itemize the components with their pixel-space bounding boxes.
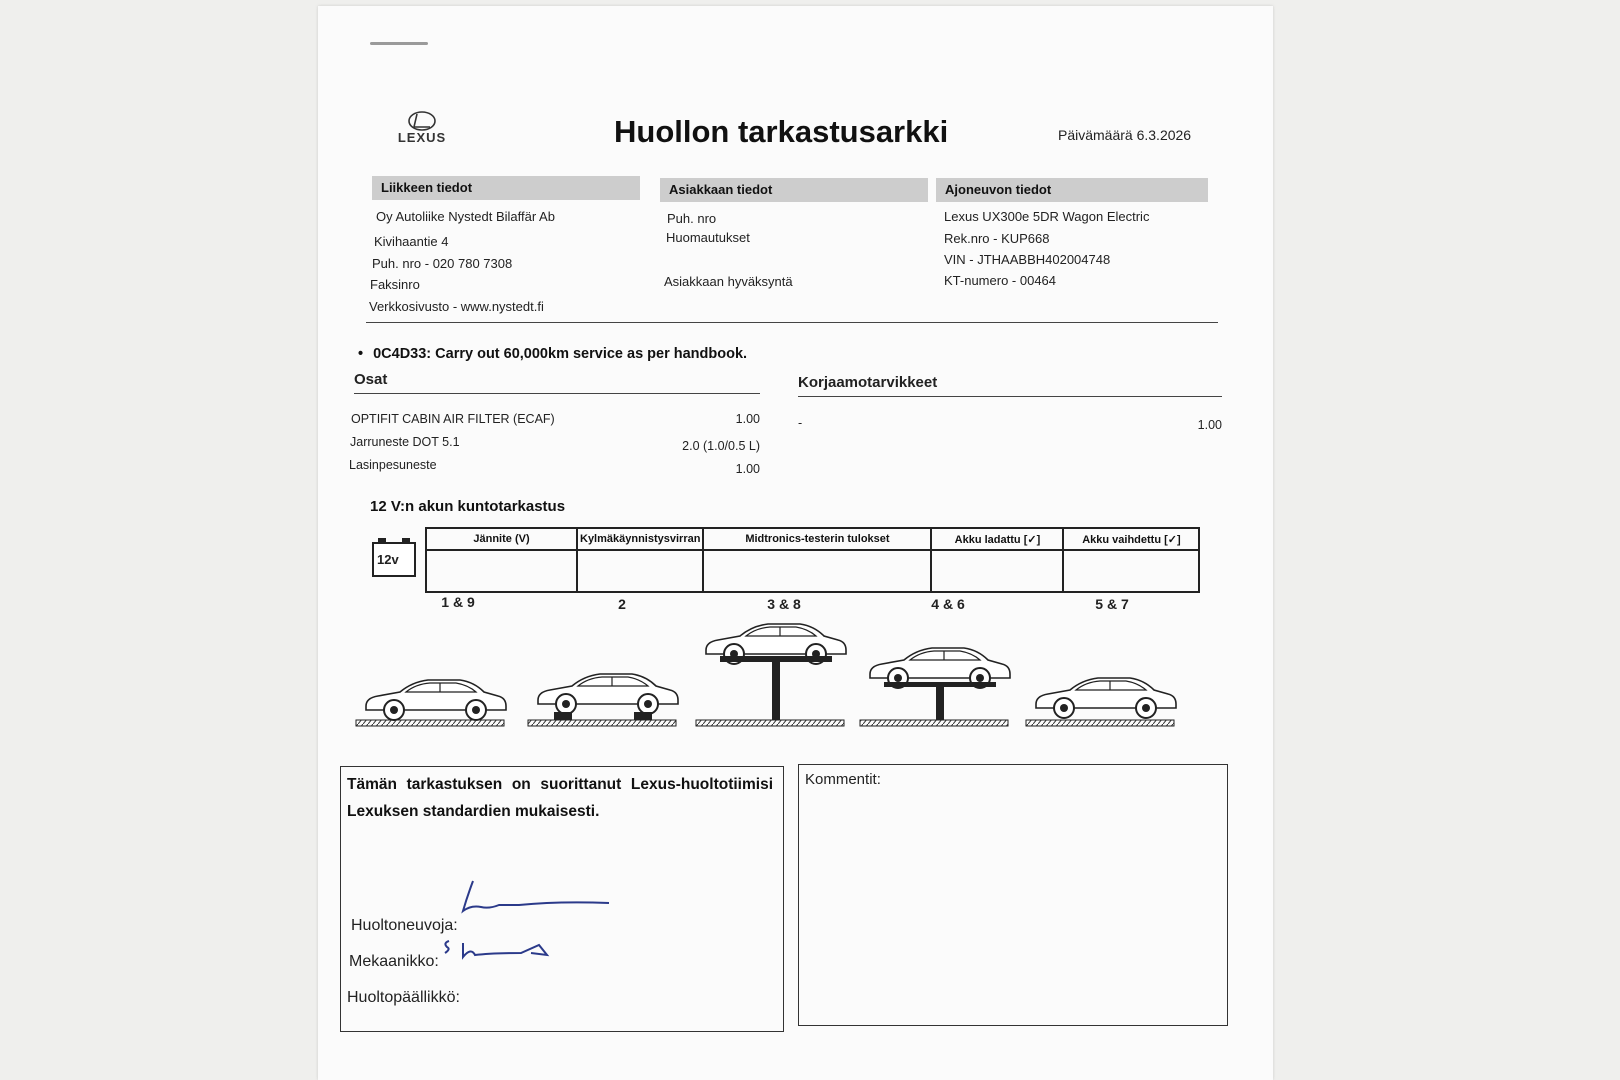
comments-label: Kommentit: (805, 771, 881, 788)
business-name: Oy Autoliike Nystedt Bilaffär Ab (376, 209, 555, 224)
customer-notes: Huomautukset (666, 230, 750, 245)
staple-mark (370, 42, 428, 45)
battery-col-midtronics: Midtronics-testerin tulokset (703, 528, 931, 550)
part-name: Jarruneste DOT 5.1 (350, 435, 460, 449)
vehicle-kt-number: KT-numero - 00464 (944, 273, 1057, 288)
part-qty: 1.00 (735, 462, 760, 476)
supply-qty: 1.00 (1197, 418, 1222, 432)
certification-text: Tämän tarkastuksen on suorittanut Lexus-huoltotiimisi Lexuksen standardien mukaisesti. (347, 776, 773, 820)
battery-table (425, 527, 1200, 593)
advisor-label: Huoltoneuvoja: (351, 917, 458, 934)
lift-label: 4 & 6 (931, 596, 965, 612)
parts-header: Osat (354, 371, 388, 388)
business-phone: Puh. nro - 020 780 7308 (372, 256, 513, 271)
lift-label: 3 & 8 (767, 596, 801, 612)
lift-label: 2 (618, 596, 626, 612)
battery-cell[interactable] (931, 550, 1063, 592)
battery-col-charged: Akku ladattu [✓] (931, 528, 1063, 550)
vehicle-vin: VIN - JTHAABBH402004748 (944, 252, 1111, 267)
battery-cell[interactable] (703, 550, 931, 592)
business-website: Verkkosivusto - www.nystedt.fi (369, 299, 544, 314)
certification-box (340, 766, 784, 1032)
comments-box[interactable] (798, 764, 1228, 1026)
logo-text: LEXUS (397, 130, 447, 145)
lift-car-3 (696, 624, 846, 726)
battery-col-voltage: Jännite (V) (426, 528, 577, 550)
customer-approval: Asiakkaan hyväksyntä (664, 274, 793, 289)
lift-label: 5 & 7 (1095, 596, 1129, 612)
job-line (358, 346, 747, 362)
supplies-rule (798, 396, 1222, 397)
customer-phone: Puh. nro (667, 211, 717, 226)
battery-cell[interactable] (426, 550, 577, 592)
part-qty: 1.00 (735, 412, 760, 426)
battery-check-title: 12 V:n akun kuntotarkastus (370, 498, 566, 515)
parts-rule (354, 393, 760, 394)
supplies-header: Korjaamotarvikkeet (798, 374, 938, 391)
battery-cell[interactable] (577, 550, 703, 592)
battery-icon-label: 12v (377, 552, 399, 567)
manager-label: Huoltopäällikkö: (347, 989, 460, 1006)
part-qty: 2.0 (1.0/0.5 L) (682, 439, 760, 453)
battery-col-cca: Kylmäkäynnistysvirran (577, 528, 703, 550)
page-title: Huollon tarkastusarkki (614, 114, 949, 149)
business-header: Liikkeen tiedot (372, 176, 640, 200)
customer-header: Asiakkaan tiedot (660, 178, 928, 202)
lift-car-2 (528, 674, 678, 726)
battery-icon (370, 536, 420, 582)
battery-col-replaced: Akku vaihdettu [✓] (1063, 528, 1199, 550)
advisor-signature (459, 879, 619, 915)
vehicle-header: Ajoneuvon tiedot (936, 178, 1208, 202)
divider (366, 322, 1218, 323)
business-address: Kivihaantie 4 (374, 234, 449, 249)
lexus-logo (382, 110, 462, 145)
date-label: Päivämäärä 6.3.2026 (1058, 127, 1192, 143)
lexus-emblem-icon (407, 110, 437, 132)
job-bullet: • (358, 346, 364, 362)
part-name: Lasinpesuneste (349, 458, 437, 472)
vehicle-registration: Rek.nro - KUP668 (944, 231, 1050, 246)
lift-car-1 (356, 680, 506, 726)
lift-car-4 (860, 648, 1010, 726)
job-text: 0C4D33: Carry out 60,000km service as per handbook. (373, 346, 748, 362)
inspection-sheet (318, 6, 1273, 1080)
mechanic-signature (441, 935, 561, 965)
part-name: OPTIFIT CABIN AIR FILTER (ECAF) (351, 412, 555, 426)
supply-name: - (798, 416, 803, 430)
lift-diagram (348, 616, 1208, 736)
mechanic-label: Mekaanikko: (349, 953, 439, 970)
battery-cell[interactable] (1063, 550, 1199, 592)
vehicle-model: Lexus UX300e 5DR Wagon Electric (944, 209, 1150, 224)
lift-car-5 (1026, 678, 1176, 726)
business-fax: Faksinro (370, 277, 420, 292)
lift-label: 1 & 9 (441, 594, 475, 610)
